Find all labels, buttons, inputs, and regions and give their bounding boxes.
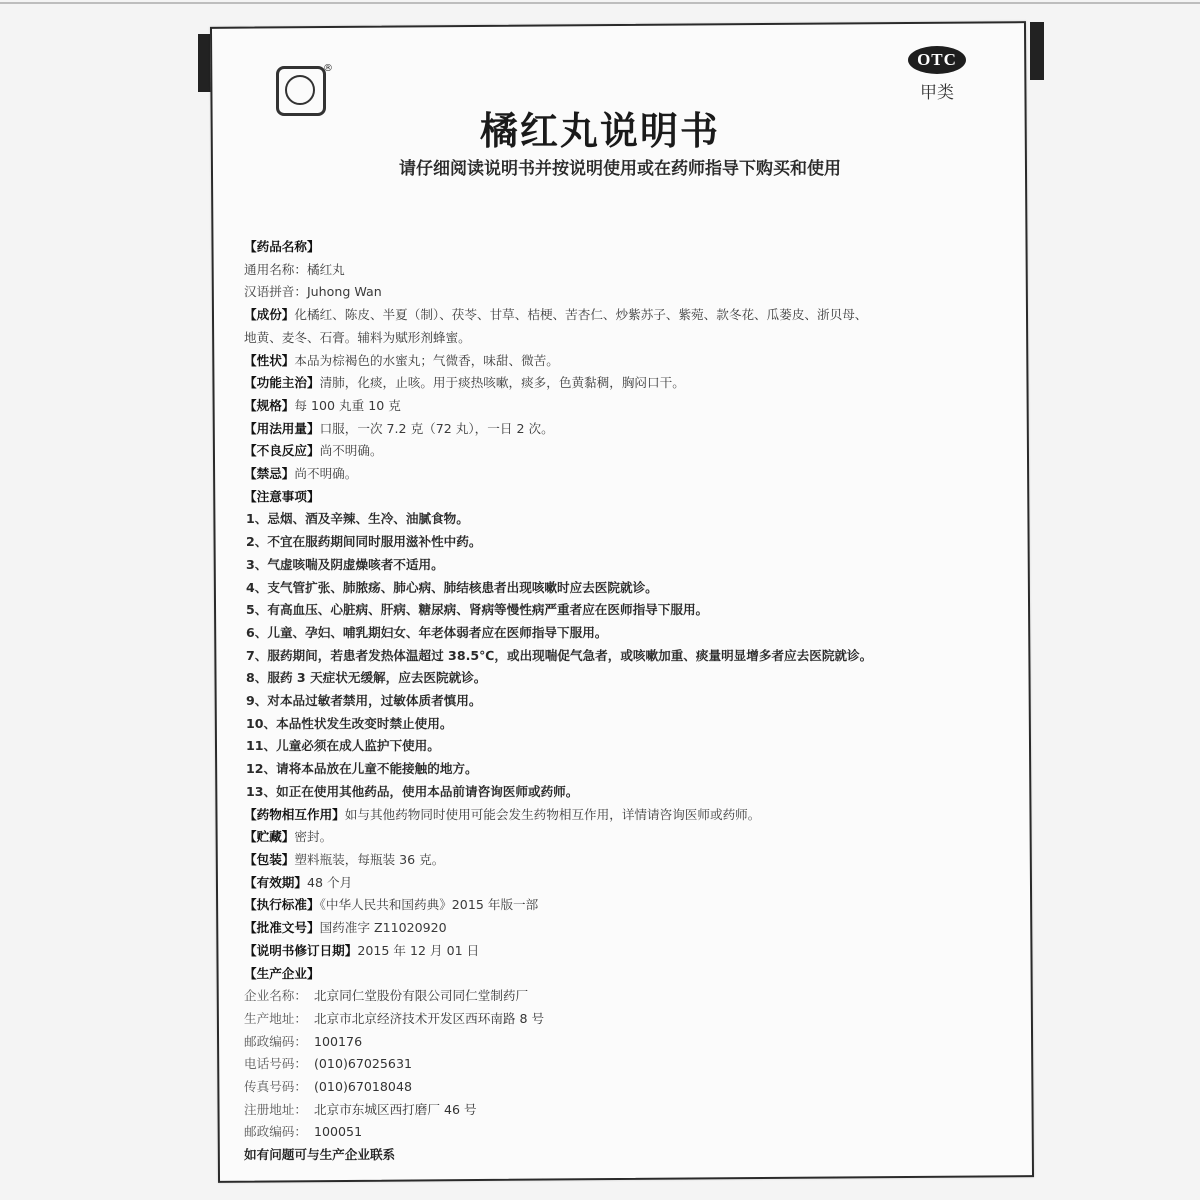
list-item <box>244 599 1014 622</box>
generic-name-label: 通用名称： <box>244 261 307 277</box>
description-heading: 【性状】 <box>244 352 295 368</box>
generic-name-value: 橘红丸 <box>306 261 345 277</box>
document-title: 橘红丸说明书 <box>479 109 720 153</box>
field-value: (010)67025631 <box>314 1056 412 1072</box>
field-value: (010)67018048 <box>314 1079 412 1095</box>
validity-heading: 【有效期】 <box>244 874 307 890</box>
manufacturer-field <box>244 1031 1014 1054</box>
approval-value: 国药准字 Z11020920 <box>319 920 447 936</box>
ingredients-heading: 【成份】 <box>244 307 295 323</box>
list-item <box>244 531 1014 554</box>
generic-name-row <box>244 259 1014 282</box>
standard-heading: 【执行标准】 <box>244 897 320 913</box>
manufacturer-field <box>244 1121 1014 1144</box>
pinyin-label: 汉语拼音： <box>244 284 307 300</box>
field-label: 注册地址： <box>244 1101 307 1117</box>
precaution-text: 9、对本品过敏者禁用，过敏体质者慎用。 <box>246 693 482 709</box>
precaution-text: 1、忌烟、酒及辛辣、生冷、油腻食物。 <box>246 511 469 527</box>
indications-value: 清肺，化痰，止咳。用于痰热咳嗽，痰多，色黄黏稠，胸闷口干。 <box>319 375 685 391</box>
otc-badge: OTC <box>908 46 966 74</box>
manufacturer-field <box>244 985 1014 1008</box>
field-value: 100176 <box>314 1033 363 1049</box>
precautions-heading: 【注意事项】 <box>244 488 320 504</box>
otc-category: 甲类 <box>920 83 954 103</box>
approval-row <box>244 917 1014 940</box>
precaution-text: 2、不宜在服药期间同时服用滋补性中药。 <box>246 534 482 550</box>
field-label: 传真号码： <box>244 1079 307 1095</box>
field-label: 生产地址： <box>244 1010 307 1026</box>
revision-heading: 【说明书修订日期】 <box>244 942 358 958</box>
adverse-value: 尚不明确。 <box>319 443 383 459</box>
revision-value: 2015 年 12 月 01 日 <box>357 942 480 958</box>
manufacturer-heading: 【生产企业】 <box>244 965 320 981</box>
adverse-row <box>244 440 1014 463</box>
ingredients-row <box>244 304 1014 327</box>
precaution-text: 5、有高血压、心脏病、肝病、糖尿病、肾病等慢性病严重者应在医师指导下服用。 <box>246 602 709 618</box>
precaution-text: 8、服药 3 天症状无缓解，应去医院就诊。 <box>246 670 487 686</box>
field-value: 北京同仁堂股份有限公司同仁堂制药厂 <box>314 988 529 1004</box>
field-label: 电话号码： <box>244 1056 307 1072</box>
specification-value: 每 100 丸重 10 克 <box>294 397 401 413</box>
ingredients-line2: 地黄、麦冬、石膏。辅料为赋形剂蜂蜜。 <box>244 329 471 345</box>
precaution-text: 4、支气管扩张、肺脓疡、肺心病、肺结核患者出现咳嗽时应去医院就诊。 <box>246 579 658 595</box>
field-label: 邮政编码： <box>244 1033 307 1049</box>
validity-row <box>244 872 1014 895</box>
field-value: 100051 <box>314 1124 363 1140</box>
pinyin-row <box>244 281 1014 304</box>
ingredients-line1: 化橘红、陈皮、半夏（制）、茯苓、甘草、桔梗、苦杏仁、炒紫苏子、紫菀、款冬花、瓜蒌皮、浙贝母、 <box>294 307 868 323</box>
list-item <box>244 667 1014 690</box>
indications-row <box>244 372 1014 395</box>
list-item <box>244 645 1014 668</box>
pinyin-value: Juhong Wan <box>306 284 382 300</box>
leaflet-body <box>244 236 1014 1167</box>
list-item <box>244 577 1014 600</box>
standard-value: 《中华人民共和国药典》2015 年版一部 <box>319 897 539 913</box>
dosage-value: 口服，一次 7.2 克（72 丸），一日 2 次。 <box>319 420 554 436</box>
contact-note: 如有问题可与生产企业联系 <box>244 1147 396 1163</box>
adverse-heading: 【不良反应】 <box>244 443 320 459</box>
list-item <box>244 781 1014 804</box>
list-item <box>244 508 1014 531</box>
manufacturer-field <box>244 1076 1014 1099</box>
description-row <box>244 350 1014 373</box>
precaution-text: 12、请将本品放在儿童不能接触的地方。 <box>246 761 478 777</box>
precaution-text: 11、儿童必须在成人监护下使用。 <box>246 738 440 754</box>
specification-heading: 【规格】 <box>244 397 295 413</box>
precaution-text: 13、如正在使用其他药品，使用本品前请咨询医师或药师。 <box>246 783 579 799</box>
storage-row <box>244 826 1014 849</box>
manufacturer-field <box>244 1008 1014 1031</box>
manufacturer-field <box>244 1099 1014 1122</box>
storage-heading: 【贮藏】 <box>244 829 295 845</box>
manufacturer-field <box>244 1053 1014 1076</box>
top-border-line <box>0 2 1200 4</box>
indications-heading: 【功能主治】 <box>244 375 320 391</box>
list-item <box>244 735 1014 758</box>
list-item <box>244 758 1014 781</box>
document-subtitle: 请仔细阅读说明书并按说明使用或在药师指导下购买和使用 <box>399 159 841 179</box>
precaution-text: 10、本品性状发生改变时禁止使用。 <box>246 715 453 731</box>
field-label: 邮政编码： <box>244 1124 307 1140</box>
validity-value: 48 个月 <box>306 874 353 890</box>
standard-row <box>244 894 1014 917</box>
interactions-value: 如与其他药物同时使用可能会发生药物相互作用，详情请咨询医师或药师。 <box>344 806 761 822</box>
list-item <box>244 690 1014 713</box>
field-label: 企业名称： <box>244 988 307 1004</box>
approval-heading: 【批准文号】 <box>244 920 320 936</box>
drug-name-heading: 【药品名称】 <box>244 239 320 254</box>
dosage-heading: 【用法用量】 <box>244 420 320 436</box>
contraindications-value: 尚不明确。 <box>294 466 358 482</box>
list-item <box>244 622 1014 645</box>
field-value: 北京市北京经济技术开发区西环南路 8 号 <box>314 1010 545 1026</box>
contraindications-row <box>244 463 1014 486</box>
interactions-row <box>244 804 1014 827</box>
list-item <box>244 554 1014 577</box>
package-row <box>244 849 1014 872</box>
package-heading: 【包装】 <box>244 851 295 867</box>
contraindications-heading: 【禁忌】 <box>244 466 295 482</box>
list-item <box>244 713 1014 736</box>
precaution-text: 3、气虚咳喘及阴虚燥咳者不适用。 <box>246 556 444 572</box>
package-value: 塑料瓶装，每瓶装 36 克。 <box>294 851 445 867</box>
storage-value: 密封。 <box>294 829 333 845</box>
interactions-heading: 【药物相互作用】 <box>244 806 345 822</box>
precaution-text: 6、儿童、孕妇、哺乳期妇女、年老体弱者应在医师指导下服用。 <box>246 624 608 640</box>
revision-row <box>244 940 1014 963</box>
dosage-row <box>244 418 1014 441</box>
specification-row <box>244 395 1014 418</box>
registered-mark: ® <box>323 63 333 74</box>
scan-edge-mark-right <box>1030 22 1044 80</box>
description-value: 本品为棕褐色的水蜜丸；气微香，味甜、微苦。 <box>294 352 559 368</box>
precaution-text: 7、服药期间，若患者发热体温超过 38.5℃，或出现喘促气急者，或咳嗽加重、痰量明显增多者应去医院就诊。 <box>246 647 873 663</box>
field-value: 北京市东城区西打磨厂 46 号 <box>314 1101 477 1117</box>
